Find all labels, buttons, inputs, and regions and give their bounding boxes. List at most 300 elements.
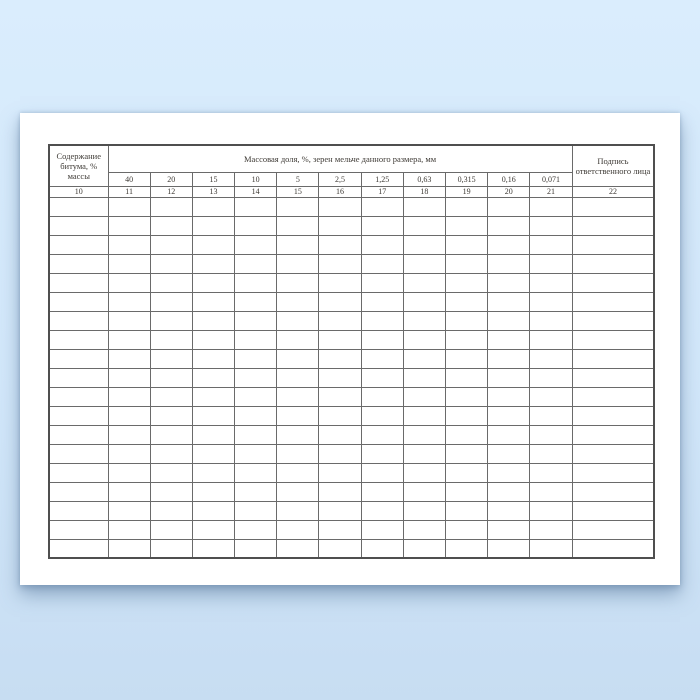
empty-cell — [403, 235, 445, 254]
empty-cell — [192, 197, 234, 216]
empty-cell — [192, 444, 234, 463]
empty-cell — [488, 235, 530, 254]
empty-cell — [150, 387, 192, 406]
empty-cell — [403, 482, 445, 501]
empty-cell — [572, 444, 654, 463]
empty-cell — [277, 482, 319, 501]
empty-cell — [403, 216, 445, 235]
column-number-cell: 12 — [150, 186, 192, 197]
empty-cell — [530, 368, 572, 387]
empty-cell — [446, 520, 488, 539]
empty-cell — [49, 387, 108, 406]
empty-cell — [108, 444, 150, 463]
empty-cell — [488, 539, 530, 558]
empty-cell — [192, 520, 234, 539]
empty-cell — [108, 368, 150, 387]
empty-cell — [446, 292, 488, 311]
empty-cell — [403, 330, 445, 349]
empty-cell — [277, 444, 319, 463]
empty-cell — [361, 539, 403, 558]
empty-cell — [49, 501, 108, 520]
empty-cell — [488, 501, 530, 520]
empty-cell — [150, 311, 192, 330]
empty-cell — [277, 520, 319, 539]
empty-data-row — [49, 330, 654, 349]
empty-cell — [150, 349, 192, 368]
empty-data-row — [49, 197, 654, 216]
empty-cell — [277, 235, 319, 254]
empty-data-row — [49, 463, 654, 482]
empty-cell — [150, 330, 192, 349]
empty-data-row — [49, 292, 654, 311]
empty-cell — [403, 273, 445, 292]
empty-data-row — [49, 539, 654, 558]
empty-cell — [530, 254, 572, 273]
empty-cell — [572, 330, 654, 349]
empty-cell — [530, 520, 572, 539]
empty-cell — [192, 425, 234, 444]
empty-cell — [446, 501, 488, 520]
empty-cell — [403, 311, 445, 330]
empty-cell — [319, 387, 361, 406]
empty-cell — [488, 482, 530, 501]
empty-cell — [488, 311, 530, 330]
empty-cell — [403, 501, 445, 520]
size-value-cell: 0,16 — [488, 172, 530, 186]
empty-cell — [277, 463, 319, 482]
empty-cell — [192, 349, 234, 368]
empty-cell — [361, 501, 403, 520]
empty-data-row — [49, 387, 654, 406]
empty-cell — [319, 216, 361, 235]
empty-cell — [446, 463, 488, 482]
size-value-cell: 0,63 — [403, 172, 445, 186]
empty-cell — [319, 197, 361, 216]
empty-cell — [361, 254, 403, 273]
empty-cell — [192, 406, 234, 425]
empty-cell — [361, 330, 403, 349]
empty-cell — [49, 235, 108, 254]
empty-cell — [49, 216, 108, 235]
empty-cell — [108, 501, 150, 520]
empty-cell — [361, 387, 403, 406]
empty-cell — [150, 482, 192, 501]
empty-cell — [235, 273, 277, 292]
empty-cell — [277, 197, 319, 216]
empty-cell — [403, 463, 445, 482]
empty-cell — [277, 349, 319, 368]
empty-cell — [446, 482, 488, 501]
empty-cell — [319, 349, 361, 368]
empty-cell — [150, 216, 192, 235]
header-line: Содержание — [56, 150, 102, 161]
empty-cell — [530, 539, 572, 558]
column-number-cell: 14 — [235, 186, 277, 197]
empty-cell — [572, 520, 654, 539]
empty-cell — [49, 349, 108, 368]
size-value-cell: 20 — [150, 172, 192, 186]
empty-cell — [49, 463, 108, 482]
empty-cell — [319, 292, 361, 311]
empty-cell — [150, 368, 192, 387]
column-number-cell: 19 — [446, 186, 488, 197]
empty-cell — [150, 273, 192, 292]
empty-cell — [108, 273, 150, 292]
empty-cell — [192, 311, 234, 330]
empty-cell — [277, 501, 319, 520]
empty-cell — [108, 520, 150, 539]
signature-header — [572, 145, 654, 186]
empty-cell — [530, 330, 572, 349]
empty-cell — [108, 216, 150, 235]
empty-cell — [446, 235, 488, 254]
empty-cell — [403, 197, 445, 216]
empty-cell — [235, 292, 277, 311]
column-number-cell: 16 — [319, 186, 361, 197]
empty-cell — [403, 425, 445, 444]
empty-cell — [277, 425, 319, 444]
grain-size-form-table — [48, 144, 655, 559]
empty-cell — [108, 254, 150, 273]
column-number-cell: 20 — [488, 186, 530, 197]
empty-cell — [49, 482, 108, 501]
empty-cell — [361, 406, 403, 425]
empty-cell — [403, 520, 445, 539]
empty-cell — [192, 539, 234, 558]
empty-cell — [446, 330, 488, 349]
empty-cell — [235, 463, 277, 482]
size-value-cell: 40 — [108, 172, 150, 186]
empty-cell — [192, 292, 234, 311]
empty-cell — [530, 273, 572, 292]
empty-cell — [488, 368, 530, 387]
empty-cell — [572, 539, 654, 558]
empty-cell — [235, 444, 277, 463]
empty-cell — [150, 501, 192, 520]
empty-cell — [235, 349, 277, 368]
empty-cell — [488, 520, 530, 539]
empty-cell — [150, 425, 192, 444]
empty-cell — [572, 254, 654, 273]
header-line: массы — [67, 170, 90, 181]
empty-cell — [446, 254, 488, 273]
empty-cell — [361, 235, 403, 254]
empty-cell — [572, 292, 654, 311]
empty-cell — [192, 368, 234, 387]
empty-data-row — [49, 311, 654, 330]
empty-cell — [49, 254, 108, 273]
empty-cell — [235, 539, 277, 558]
empty-cell — [488, 349, 530, 368]
column-number-cell: 17 — [361, 186, 403, 197]
empty-cell — [192, 463, 234, 482]
empty-cell — [530, 311, 572, 330]
document-page — [20, 113, 680, 585]
empty-cell — [488, 216, 530, 235]
empty-cell — [572, 482, 654, 501]
empty-cell — [530, 235, 572, 254]
empty-cell — [49, 444, 108, 463]
empty-cell — [192, 387, 234, 406]
empty-cell — [277, 292, 319, 311]
empty-data-row — [49, 254, 654, 273]
empty-cell — [319, 425, 361, 444]
column-number-cell: 11 — [108, 186, 150, 197]
empty-cell — [530, 197, 572, 216]
empty-cell — [108, 330, 150, 349]
empty-cell — [277, 273, 319, 292]
empty-cell — [49, 197, 108, 216]
empty-cell — [192, 330, 234, 349]
empty-cell — [150, 254, 192, 273]
empty-cell — [192, 501, 234, 520]
empty-data-row — [49, 273, 654, 292]
size-value-cell: 5 — [277, 172, 319, 186]
empty-cell — [277, 368, 319, 387]
empty-cell — [192, 254, 234, 273]
empty-cell — [446, 368, 488, 387]
empty-cell — [319, 444, 361, 463]
empty-cell — [403, 368, 445, 387]
empty-data-row — [49, 444, 654, 463]
empty-cell — [530, 387, 572, 406]
empty-cell — [150, 520, 192, 539]
empty-cell — [319, 520, 361, 539]
empty-cell — [277, 330, 319, 349]
empty-cell — [319, 482, 361, 501]
empty-cell — [49, 273, 108, 292]
empty-cell — [403, 292, 445, 311]
empty-cell — [108, 197, 150, 216]
empty-cell — [403, 406, 445, 425]
empty-cell — [49, 311, 108, 330]
empty-cell — [235, 501, 277, 520]
empty-cell — [108, 482, 150, 501]
empty-cell — [446, 311, 488, 330]
empty-cell — [361, 311, 403, 330]
empty-cell — [488, 330, 530, 349]
empty-cell — [530, 216, 572, 235]
empty-cell — [446, 406, 488, 425]
empty-cell — [108, 387, 150, 406]
empty-cell — [572, 311, 654, 330]
empty-cell — [235, 520, 277, 539]
empty-cell — [361, 273, 403, 292]
empty-cell — [235, 254, 277, 273]
empty-cell — [150, 292, 192, 311]
empty-cell — [319, 539, 361, 558]
empty-data-row — [49, 368, 654, 387]
empty-cell — [108, 406, 150, 425]
empty-cell — [49, 292, 108, 311]
empty-cell — [150, 539, 192, 558]
column-number-cell: 10 — [49, 186, 108, 197]
empty-cell — [361, 520, 403, 539]
empty-cell — [488, 387, 530, 406]
empty-cell — [192, 482, 234, 501]
empty-cell — [277, 311, 319, 330]
empty-cell — [235, 368, 277, 387]
empty-cell — [235, 197, 277, 216]
empty-cell — [235, 235, 277, 254]
mass-fraction-header: Массовая доля, %, зерен мельче данного размера, мм — [108, 145, 572, 172]
empty-cell — [446, 387, 488, 406]
empty-cell — [49, 539, 108, 558]
empty-cell — [277, 387, 319, 406]
empty-cell — [49, 368, 108, 387]
empty-cell — [192, 235, 234, 254]
empty-cell — [572, 406, 654, 425]
empty-cell — [361, 444, 403, 463]
empty-cell — [403, 444, 445, 463]
empty-cell — [319, 406, 361, 425]
empty-cell — [446, 197, 488, 216]
empty-cell — [319, 235, 361, 254]
empty-cell — [235, 406, 277, 425]
size-value-cell: 0,071 — [530, 172, 572, 186]
empty-cell — [361, 349, 403, 368]
empty-cell — [277, 254, 319, 273]
empty-cell — [403, 349, 445, 368]
empty-data-row — [49, 425, 654, 444]
empty-cell — [488, 292, 530, 311]
header-line: битума, % — [60, 160, 98, 171]
empty-cell — [446, 349, 488, 368]
empty-cell — [572, 463, 654, 482]
empty-cell — [488, 425, 530, 444]
empty-cell — [572, 273, 654, 292]
table-header-row — [49, 145, 654, 172]
empty-data-row — [49, 216, 654, 235]
empty-cell — [235, 425, 277, 444]
size-value-cell: 15 — [192, 172, 234, 186]
empty-cell — [277, 406, 319, 425]
empty-cell — [530, 425, 572, 444]
empty-cell — [235, 216, 277, 235]
empty-cell — [150, 197, 192, 216]
empty-cell — [49, 330, 108, 349]
empty-cell — [572, 197, 654, 216]
empty-cell — [150, 444, 192, 463]
size-values-row — [49, 172, 654, 186]
empty-cell — [403, 539, 445, 558]
empty-cell — [572, 425, 654, 444]
empty-cell — [235, 482, 277, 501]
empty-cell — [572, 235, 654, 254]
empty-cell — [530, 501, 572, 520]
empty-cell — [277, 216, 319, 235]
empty-cell — [235, 387, 277, 406]
header-line: ответственного лица — [575, 165, 651, 176]
column-number-cell: 15 — [277, 186, 319, 197]
empty-cell — [488, 273, 530, 292]
empty-cell — [192, 273, 234, 292]
empty-cell — [572, 368, 654, 387]
empty-cell — [446, 444, 488, 463]
empty-cell — [108, 463, 150, 482]
empty-cell — [150, 235, 192, 254]
column-number-cell: 22 — [572, 186, 654, 197]
empty-cell — [446, 273, 488, 292]
empty-cell — [49, 406, 108, 425]
size-value-cell: 2,5 — [319, 172, 361, 186]
size-value-cell: 10 — [235, 172, 277, 186]
empty-cell — [319, 330, 361, 349]
empty-cell — [108, 292, 150, 311]
empty-cell — [192, 216, 234, 235]
empty-cell — [361, 197, 403, 216]
empty-data-row — [49, 406, 654, 425]
empty-cell — [361, 216, 403, 235]
empty-cell — [488, 444, 530, 463]
empty-data-row — [49, 349, 654, 368]
empty-cell — [277, 539, 319, 558]
empty-data-row — [49, 501, 654, 520]
empty-cell — [446, 216, 488, 235]
empty-cell — [319, 311, 361, 330]
empty-cell — [319, 254, 361, 273]
empty-cell — [108, 539, 150, 558]
empty-cell — [488, 197, 530, 216]
empty-cell — [572, 349, 654, 368]
column-numbers-row — [49, 186, 654, 197]
empty-cell — [446, 425, 488, 444]
empty-cell — [108, 349, 150, 368]
bitumen-content-header — [49, 145, 108, 186]
column-number-cell: 21 — [530, 186, 572, 197]
empty-data-row — [49, 520, 654, 539]
empty-cell — [49, 425, 108, 444]
empty-cell — [530, 292, 572, 311]
empty-cell — [150, 406, 192, 425]
empty-cell — [403, 254, 445, 273]
empty-cell — [361, 482, 403, 501]
empty-cell — [108, 235, 150, 254]
size-value-cell: 1,25 — [361, 172, 403, 186]
empty-cell — [235, 330, 277, 349]
empty-cell — [572, 387, 654, 406]
empty-cell — [530, 463, 572, 482]
column-number-cell: 13 — [192, 186, 234, 197]
empty-cell — [403, 387, 445, 406]
empty-cell — [319, 273, 361, 292]
column-number-cell: 18 — [403, 186, 445, 197]
empty-data-row — [49, 482, 654, 501]
empty-cell — [108, 425, 150, 444]
empty-cell — [319, 368, 361, 387]
empty-cell — [49, 520, 108, 539]
empty-data-row — [49, 235, 654, 254]
header-line: Подпись — [597, 155, 629, 166]
empty-cell — [572, 216, 654, 235]
empty-cell — [530, 349, 572, 368]
empty-cell — [150, 463, 192, 482]
grain-size-table-body — [49, 145, 654, 558]
empty-cell — [361, 425, 403, 444]
empty-cell — [572, 501, 654, 520]
empty-cell — [319, 501, 361, 520]
size-value-cell: 0,315 — [446, 172, 488, 186]
empty-cell — [488, 463, 530, 482]
empty-cell — [530, 482, 572, 501]
empty-cell — [446, 539, 488, 558]
empty-cell — [488, 406, 530, 425]
empty-cell — [361, 292, 403, 311]
empty-cell — [319, 463, 361, 482]
empty-cell — [235, 311, 277, 330]
empty-cell — [530, 444, 572, 463]
empty-cell — [361, 368, 403, 387]
